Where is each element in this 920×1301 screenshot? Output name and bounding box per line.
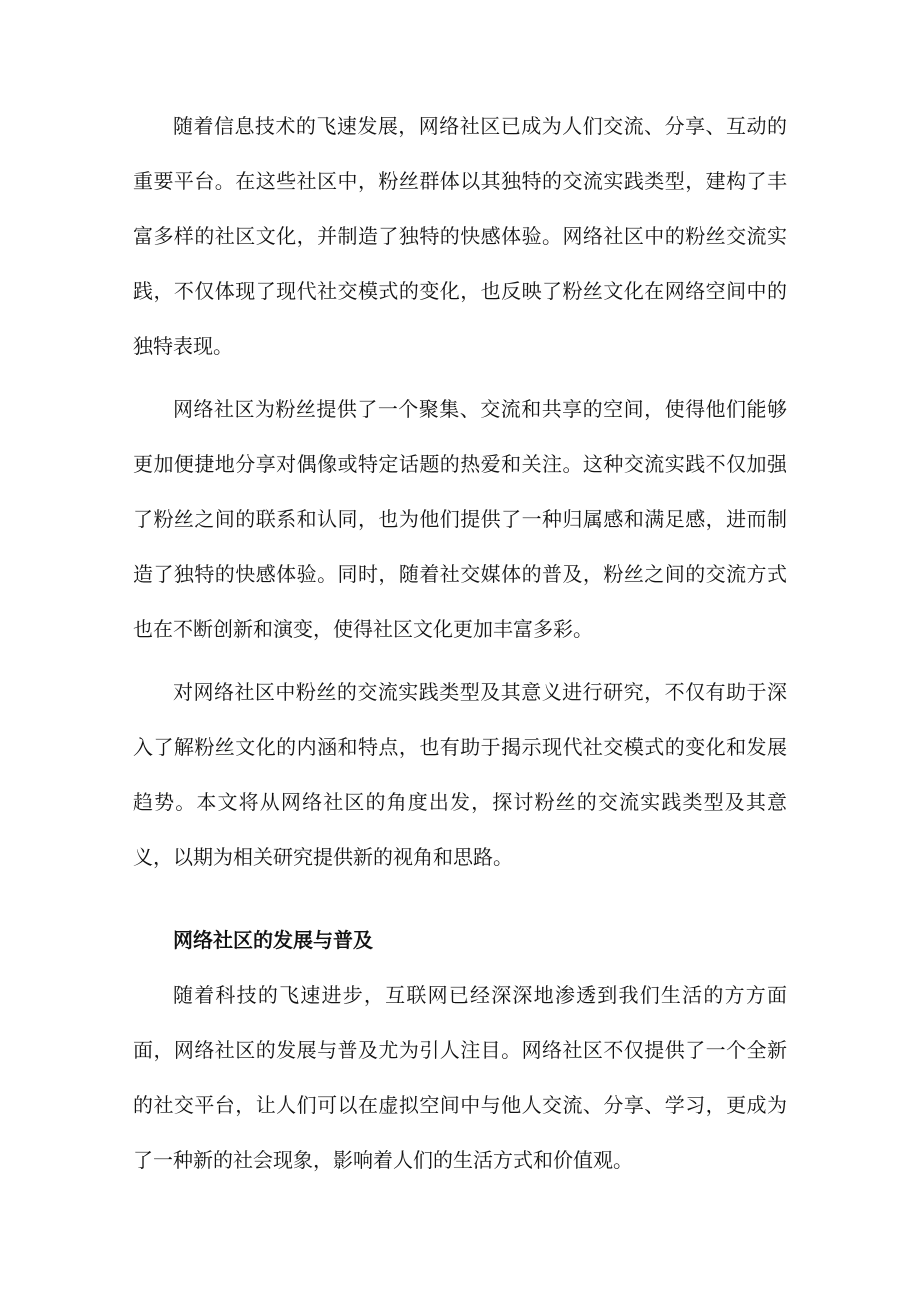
paragraph-community-space: 网络社区为粉丝提供了一个聚集、交流和共享的空间，使得他们能够更加便捷地分享对偶像或特定话题的热爱和关注。这种交流实践不仅加强了粉丝之间的联系和认同，也为他们提供了一种归属感和满足感，进而制造了独特的快感体验。同时，随着社交媒体的普及，粉丝之间的交流方式也在不断创新和演变，使得社区文化更加丰富多彩。 — [133, 399, 787, 641]
paragraph-intro: 随着信息技术的飞速发展，网络社区已成为人们交流、分享、互动的重要平台。在这些社区中，粉丝群体以其独特的交流实践类型，建构了丰富多样的社区文化，并制造了独特的快感体验。网络社区中的粉丝交流实践，不仅体现了现代社交模式的变化，也反映了粉丝文化在网络空间中的独特表现。 — [133, 116, 787, 358]
section-heading: 网络社区的发展与普及 — [173, 930, 373, 952]
paragraph-research-significance: 对网络社区中粉丝的交流实践类型及其意义进行研究，不仅有助于深入了解粉丝文化的内涵和特点，也有助于揭示现代社交模式的变化和发展趋势。本文将从网络社区的角度出发，探讨粉丝的交流实践类型及其意义，以期为相关研究提供新的视角和思路。 — [133, 682, 787, 869]
paragraph-development: 随着科技的飞速进步，互联网已经深深地渗透到我们生活的方方面面，网络社区的发展与普及尤为引人注目。网络社区不仅提供了一个全新的社交平台，让人们可以在虚拟空间中与他人交流、分享、学习，更成为了一种新的社会现象，影响着人们的生活方式和价值观。 — [133, 985, 787, 1172]
